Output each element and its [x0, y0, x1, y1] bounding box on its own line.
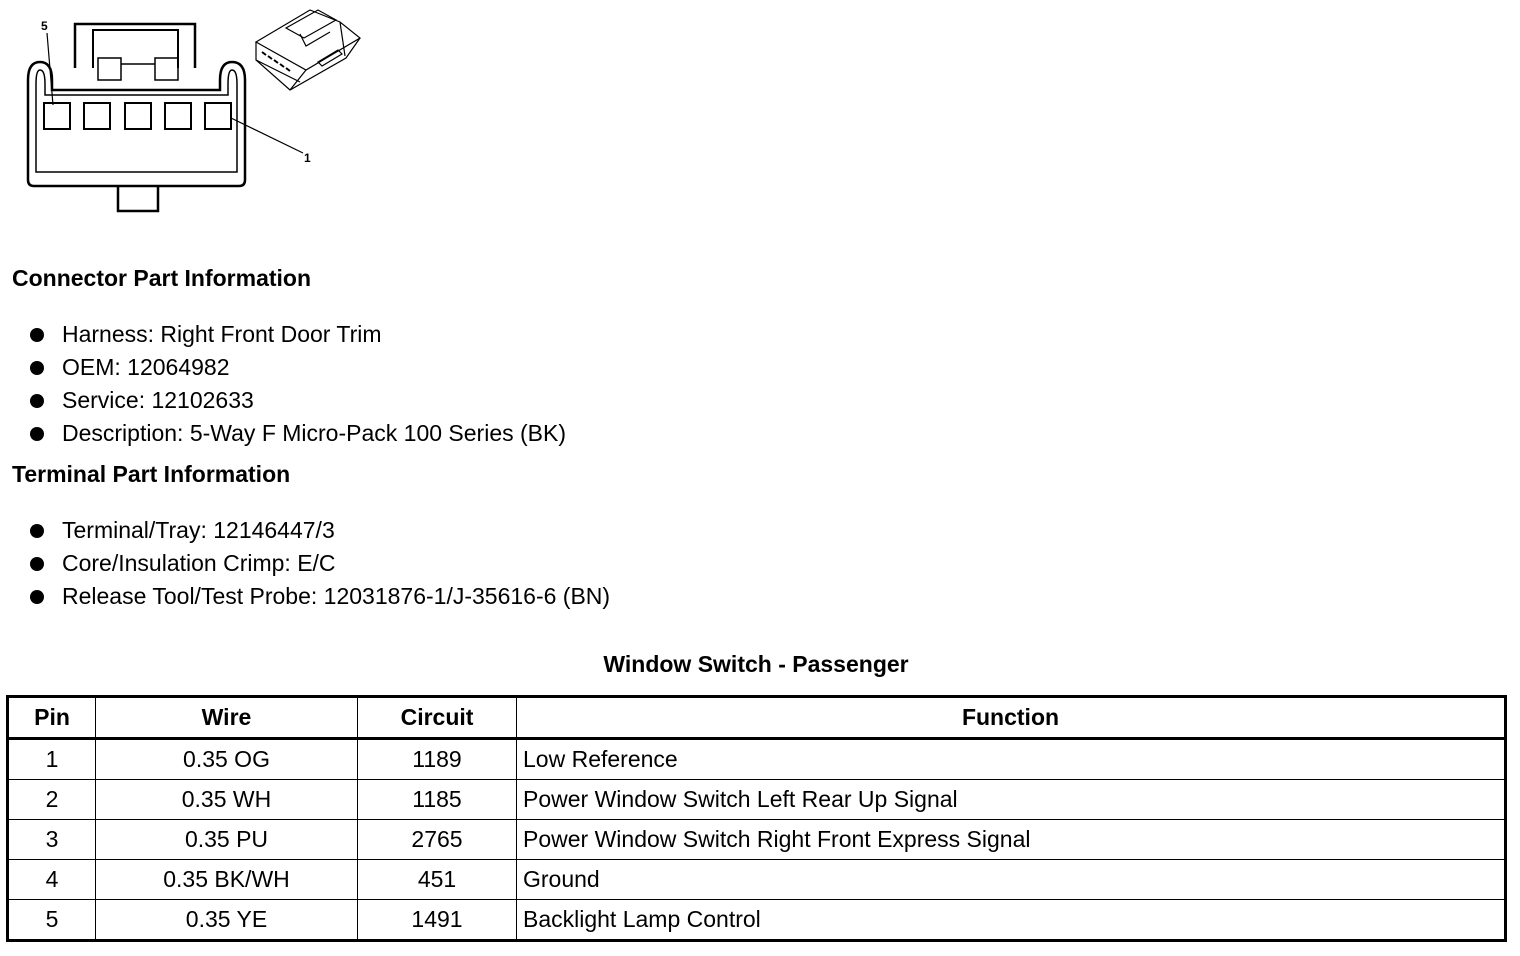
- cell-pin: 5: [8, 900, 96, 941]
- bullet-icon: [30, 394, 44, 408]
- list-item: [28, 417, 566, 450]
- pin-label-1: 1: [304, 151, 311, 165]
- list-item-text: Service: 12102633: [62, 387, 254, 413]
- list-item: [28, 351, 566, 384]
- bullet-icon: [30, 557, 44, 571]
- connector-diagram: [0, 0, 400, 220]
- terminal-part-info-list: [28, 514, 610, 613]
- cell-pin: 4: [8, 860, 96, 900]
- cell-circuit: 451: [358, 860, 517, 900]
- list-item-text: Harness: Right Front Door Trim: [62, 321, 382, 347]
- cell-wire: 0.35 BK/WH: [96, 860, 358, 900]
- list-item: [28, 384, 566, 417]
- list-item-text: Description: 5-Way F Micro-Pack 100 Series (BK): [62, 420, 567, 446]
- cell-function: Power Window Switch Left Rear Up Signal: [517, 780, 1506, 820]
- list-item-text: Release Tool/Test Probe: 12031876-1/J-35616-6 (BN): [62, 583, 611, 609]
- cell-wire: 0.35 PU: [96, 820, 358, 860]
- bullet-icon: [30, 590, 44, 604]
- cell-circuit: 2765: [358, 820, 517, 860]
- list-item: [28, 580, 610, 613]
- terminal-part-info-title: Terminal Part Information: [12, 461, 291, 487]
- list-item-text: Core/Insulation Crimp: E/C: [62, 550, 336, 576]
- list-item-text: Terminal/Tray: 12146447/3: [62, 517, 335, 543]
- table-row: [8, 739, 1506, 780]
- table-title: Window Switch - Passenger: [603, 651, 909, 677]
- cell-pin: 2: [8, 780, 96, 820]
- connector-thumbnail: [256, 10, 360, 90]
- header-pin: Pin: [8, 697, 96, 739]
- header-circuit: Circuit: [358, 697, 517, 739]
- bullet-icon: [30, 524, 44, 538]
- bullet-icon: [30, 361, 44, 375]
- cell-circuit: 1189: [358, 739, 517, 780]
- table-row: [8, 860, 1506, 900]
- cell-function: Power Window Switch Right Front Express Signal: [517, 820, 1506, 860]
- table-row: [8, 900, 1506, 941]
- cell-wire: 0.35 YE: [96, 900, 358, 941]
- list-item: [28, 514, 610, 547]
- cell-circuit: 1185: [358, 780, 517, 820]
- pinout-table: [6, 695, 1507, 942]
- cell-pin: 3: [8, 820, 96, 860]
- header-function: Function: [517, 697, 1506, 739]
- header-wire: Wire: [96, 697, 358, 739]
- list-item-text: OEM: 12064982: [62, 354, 230, 380]
- list-item: [28, 318, 566, 351]
- connector-part-info-title: Connector Part Information: [12, 265, 312, 291]
- cell-function: Ground: [517, 860, 1506, 900]
- table-header-row: [8, 697, 1506, 739]
- cell-wire: 0.35 OG: [96, 739, 358, 780]
- bullet-icon: [30, 328, 44, 342]
- cell-pin: 1: [8, 739, 96, 780]
- table-row: [8, 820, 1506, 860]
- pin-label-5: 5: [41, 19, 48, 33]
- cell-circuit: 1491: [358, 900, 517, 941]
- list-item: [28, 547, 610, 580]
- connector-part-info-list: [28, 318, 566, 450]
- bullet-icon: [30, 427, 44, 441]
- cell-function: Low Reference: [517, 739, 1506, 780]
- cell-function: Backlight Lamp Control: [517, 900, 1506, 941]
- table-row: [8, 780, 1506, 820]
- cell-wire: 0.35 WH: [96, 780, 358, 820]
